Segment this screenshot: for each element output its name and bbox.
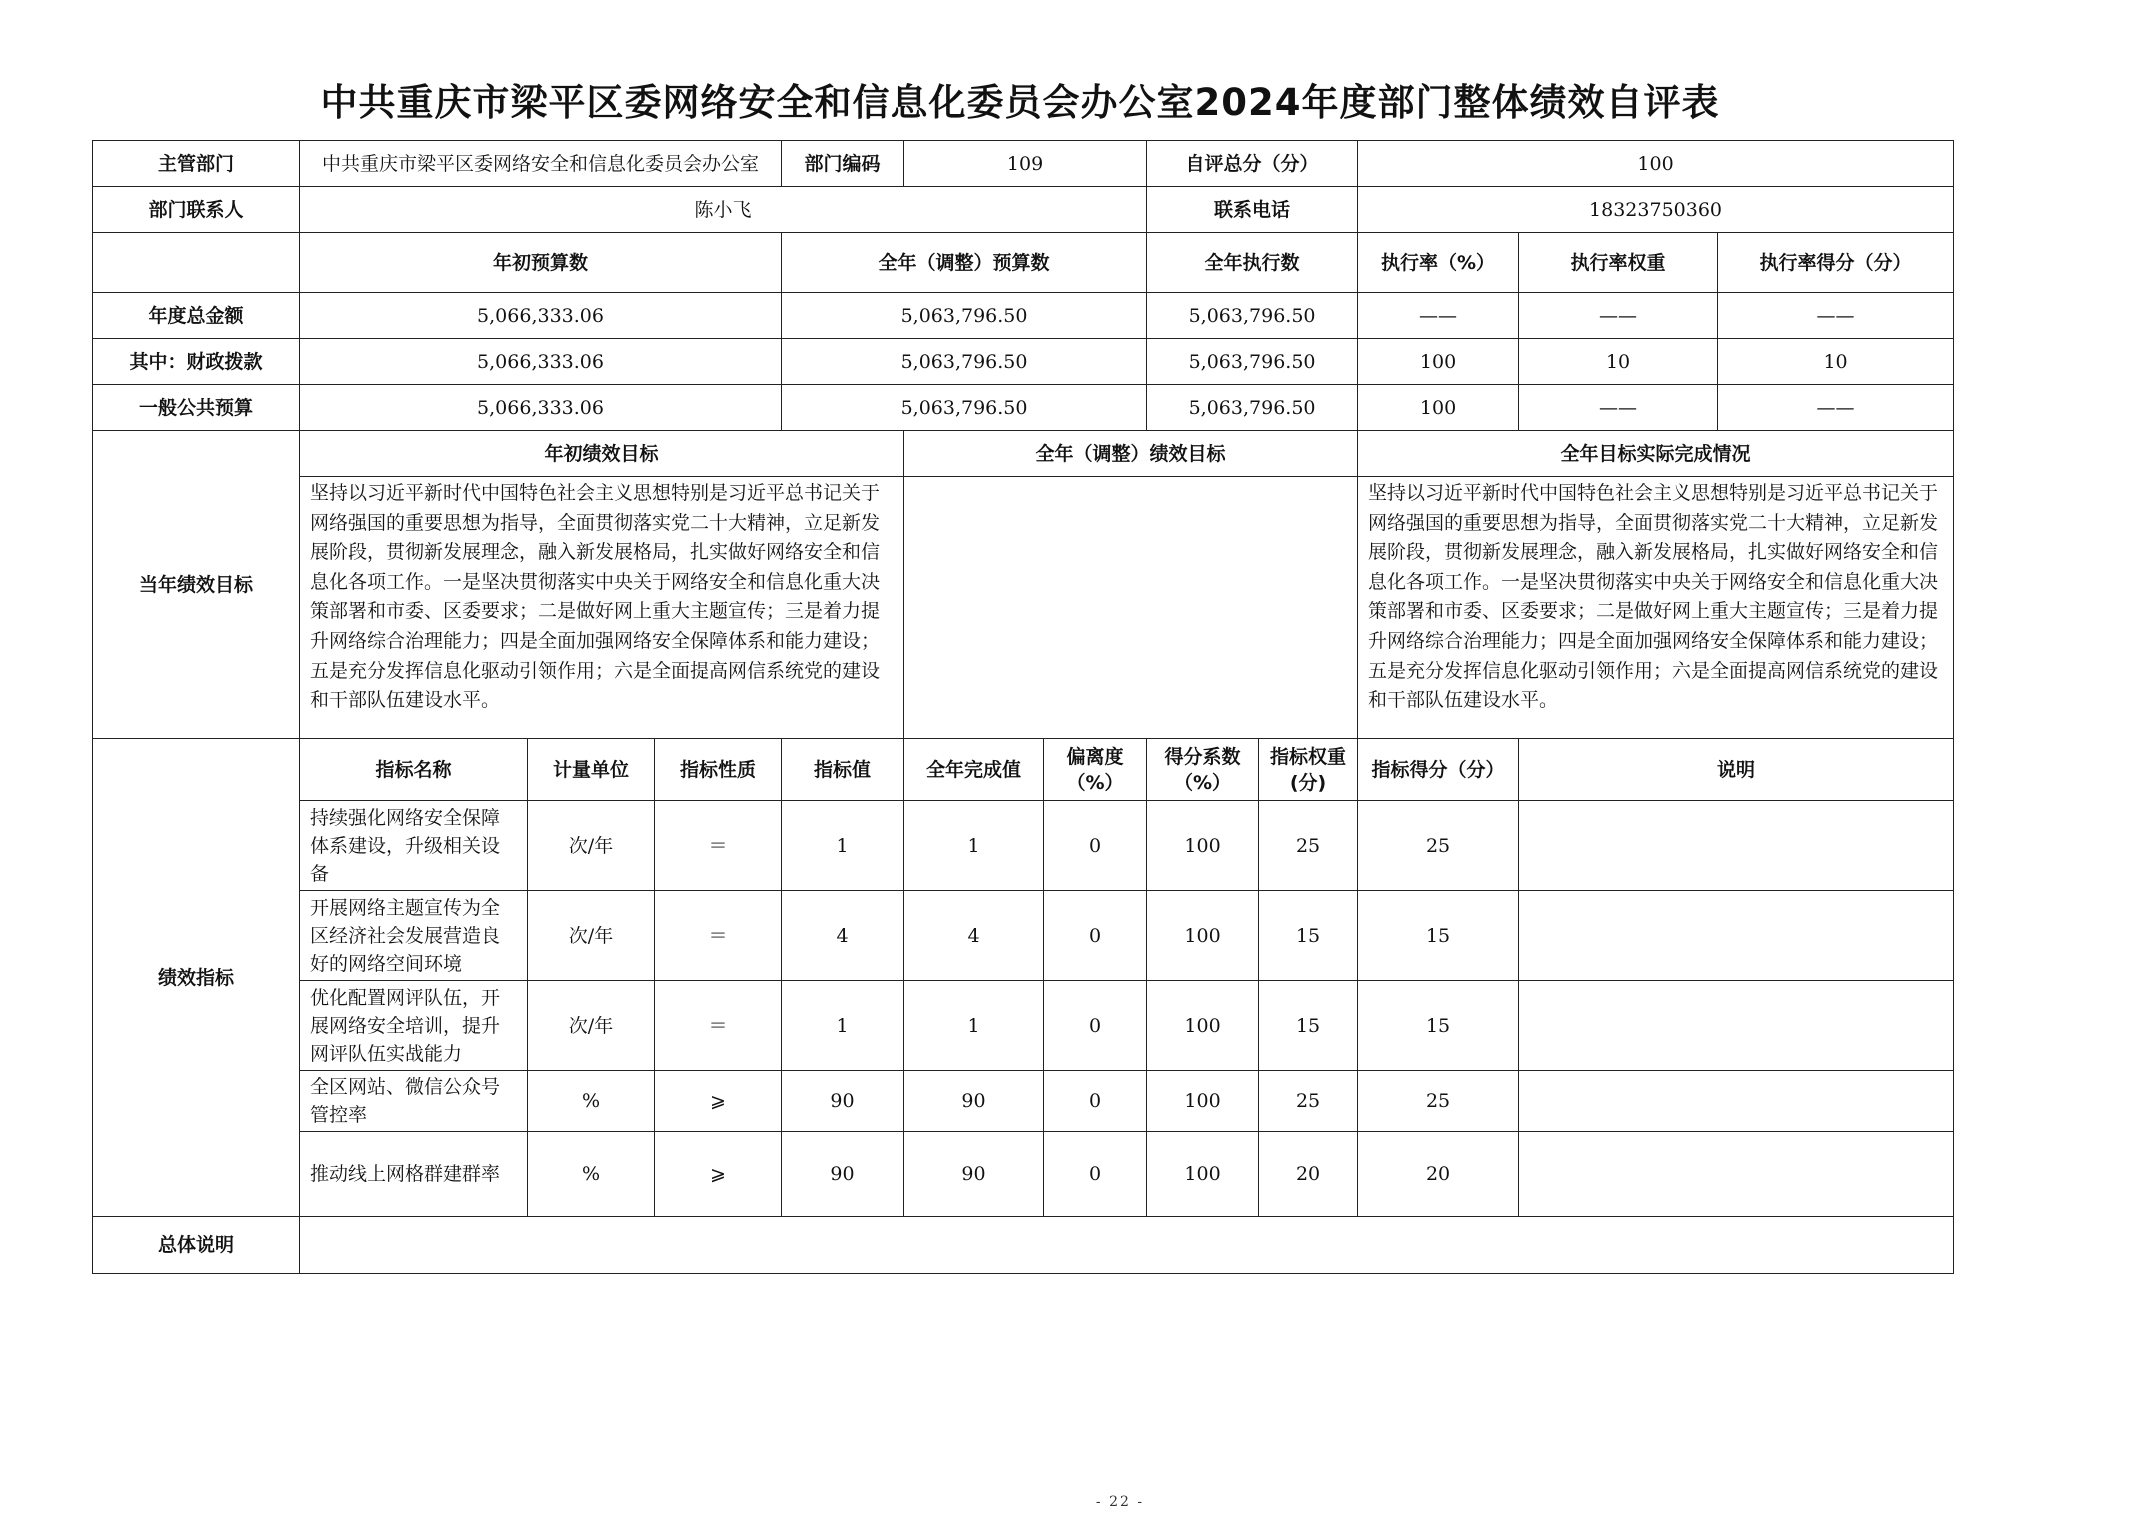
indicator-unit: 次/年	[528, 891, 655, 981]
budget-row	[93, 293, 1954, 339]
budget-cell: 5,063,796.50	[1147, 385, 1358, 431]
goals-initial-text: 坚持以习近平新时代中国特色社会主义思想特别是习近平总书记关于网络强国的重要思想为指导，全面贯彻落实党二十大精神，立足新发展阶段，贯彻新发展理念，融入新发展格局，扎实做好网络安全和信息化各项工作。一是坚决贯彻落实中央关于网络安全和信息化重大决策部署和市委、区委要求；二是做好网上重大主题宣传；三是着力提升网络综合治理能力；四是全面加强网络安全保障体系和能力建设；五是充分发挥信息化驱动引领作用；六是全面提高网信系统党的建设和干部队伍建设水平。	[300, 477, 904, 739]
indicator-note	[1519, 981, 1954, 1071]
budget-cell: 5,066,333.06	[300, 293, 782, 339]
indicator-deviation: 0	[1044, 891, 1147, 981]
budget-cell: ——	[1519, 293, 1718, 339]
indicator-target: 1	[782, 981, 904, 1071]
indicator-coef: 100	[1147, 1071, 1259, 1132]
budget-cell: 5,066,333.06	[300, 385, 782, 431]
col-nature: 指标性质	[655, 739, 782, 801]
goals-label: 当年绩效目标	[93, 431, 300, 739]
indicator-actual: 90	[904, 1071, 1044, 1132]
budget-cell: 5,063,796.50	[782, 385, 1147, 431]
goals-col-actual: 全年目标实际完成情况	[1358, 431, 1954, 477]
indicator-actual: 1	[904, 981, 1044, 1071]
indicator-row	[93, 1132, 1954, 1217]
indicator-coef: 100	[1147, 891, 1259, 981]
indicator-row	[93, 891, 1954, 981]
col-coef: 得分系数（%）	[1147, 739, 1259, 801]
budget-cell: 100	[1358, 385, 1519, 431]
page-number: - 22 -	[1095, 1494, 1145, 1510]
goals-col-initial: 年初绩效目标	[300, 431, 904, 477]
page-title: 中共重庆市梁平区委网络安全和信息化委员会办公室2024年度部门整体绩效自评表	[320, 81, 1720, 124]
indicator-score: 20	[1358, 1132, 1519, 1217]
indicator-coef: 100	[1147, 801, 1259, 891]
indicator-unit: 次/年	[528, 801, 655, 891]
budget-cell: 10	[1519, 339, 1718, 385]
indicator-deviation: 0	[1044, 801, 1147, 891]
indicator-actual: 4	[904, 891, 1044, 981]
summary-label: 总体说明	[93, 1217, 300, 1274]
header-row-dept	[93, 141, 1954, 187]
indicator-note	[1519, 1071, 1954, 1132]
indicator-weight: 15	[1259, 981, 1358, 1071]
col-name: 指标名称	[300, 739, 528, 801]
budget-cell: ——	[1519, 385, 1718, 431]
col-note: 说明	[1519, 739, 1954, 801]
indicator-coef: 100	[1147, 1132, 1259, 1217]
budget-cell: 5,063,796.50	[1147, 339, 1358, 385]
budget-col-initial: 年初预算数	[300, 233, 782, 293]
indicator-row	[93, 801, 1954, 891]
phone-label: 联系电话	[1147, 187, 1358, 233]
budget-col-rate: 执行率（%）	[1358, 233, 1519, 293]
indicator-name: 推动线上网格群建群率	[300, 1132, 528, 1217]
indicator-target: 90	[782, 1071, 904, 1132]
indicator-deviation: 0	[1044, 1132, 1147, 1217]
indicator-score: 25	[1358, 1071, 1519, 1132]
indicator-target: 4	[782, 891, 904, 981]
indicator-nature: ＝	[655, 801, 782, 891]
indicator-weight: 15	[1259, 891, 1358, 981]
score-value: 100	[1358, 141, 1954, 187]
goals-text-row	[93, 477, 1954, 739]
budget-cell: ——	[1358, 293, 1519, 339]
budget-cell: 5,063,796.50	[782, 339, 1147, 385]
indicator-coef: 100	[1147, 981, 1259, 1071]
budget-col-weight: 执行率权重	[1519, 233, 1718, 293]
indicator-nature: ＝	[655, 891, 782, 981]
indicator-name: 持续强化网络安全保障体系建设，升级相关设备	[300, 801, 528, 891]
indicator-unit: %	[528, 1132, 655, 1217]
score-label: 自评总分（分）	[1147, 141, 1358, 187]
budget-cell: 5,063,796.50	[1147, 293, 1358, 339]
indicator-nature: ⩾	[655, 1132, 782, 1217]
indicator-actual: 1	[904, 801, 1044, 891]
budget-cell: ——	[1718, 293, 1954, 339]
contact-value: 陈小飞	[300, 187, 1147, 233]
indicator-weight: 20	[1259, 1132, 1358, 1217]
indicator-nature: ＝	[655, 981, 782, 1071]
summary-text	[300, 1217, 1954, 1274]
indicator-score: 15	[1358, 981, 1519, 1071]
indicator-note	[1519, 801, 1954, 891]
col-unit: 计量单位	[528, 739, 655, 801]
indicator-score: 25	[1358, 801, 1519, 891]
indicator-score: 15	[1358, 891, 1519, 981]
budget-col-executed: 全年执行数	[1147, 233, 1358, 293]
col-weight: 指标权重(分)	[1259, 739, 1358, 801]
phone-value: 18323750360	[1358, 187, 1954, 233]
budget-row	[93, 339, 1954, 385]
code-label: 部门编码	[782, 141, 904, 187]
indicators-header-row	[93, 739, 1954, 801]
col-target: 指标值	[782, 739, 904, 801]
indicator-note	[1519, 1132, 1954, 1217]
code-value: 109	[904, 141, 1147, 187]
indicator-note	[1519, 891, 1954, 981]
indicator-target: 1	[782, 801, 904, 891]
budget-cell: 10	[1718, 339, 1954, 385]
contact-label: 部门联系人	[93, 187, 300, 233]
budget-col-rate-score: 执行率得分（分）	[1718, 233, 1954, 293]
indicator-deviation: 0	[1044, 981, 1147, 1071]
budget-cell: 100	[1358, 339, 1519, 385]
indicator-row	[93, 981, 1954, 1071]
budget-row	[93, 385, 1954, 431]
goals-col-adjusted: 全年（调整）绩效目标	[904, 431, 1358, 477]
header-row-contact	[93, 187, 1954, 233]
budget-row-label: 年度总金额	[93, 293, 300, 339]
budget-row-label: 其中：财政拨款	[93, 339, 300, 385]
indicator-name: 开展网络主题宣传为全区经济社会发展营造良好的网络空间环境	[300, 891, 528, 981]
indicator-nature: ⩾	[655, 1071, 782, 1132]
indicator-deviation: 0	[1044, 1071, 1147, 1132]
budget-corner	[93, 233, 300, 293]
col-actual: 全年完成值	[904, 739, 1044, 801]
indicator-name: 优化配置网评队伍，开展网络安全培训，提升网评队伍实战能力	[300, 981, 528, 1071]
col-deviation: 偏离度（%）	[1044, 739, 1147, 801]
summary-row	[93, 1217, 1954, 1274]
budget-header-row	[93, 233, 1954, 293]
col-score: 指标得分（分）	[1358, 739, 1519, 801]
budget-cell: 5,063,796.50	[782, 293, 1147, 339]
indicator-weight: 25	[1259, 1071, 1358, 1132]
budget-cell: ——	[1718, 385, 1954, 431]
indicators-label: 绩效指标	[93, 739, 300, 1217]
indicator-row	[93, 1071, 1954, 1132]
indicator-target: 90	[782, 1132, 904, 1217]
goals-header-row	[93, 431, 1954, 477]
dept-label: 主管部门	[93, 141, 300, 187]
indicator-unit: %	[528, 1071, 655, 1132]
performance-table	[92, 140, 1954, 1274]
dept-value: 中共重庆市梁平区委网络安全和信息化委员会办公室	[300, 141, 782, 187]
budget-col-adjusted: 全年（调整）预算数	[782, 233, 1147, 293]
goals-adjusted-text	[904, 477, 1358, 739]
budget-cell: 5,066,333.06	[300, 339, 782, 385]
indicator-weight: 25	[1259, 801, 1358, 891]
indicator-name: 全区网站、微信公众号管控率	[300, 1071, 528, 1132]
budget-row-label: 一般公共预算	[93, 385, 300, 431]
indicator-actual: 90	[904, 1132, 1044, 1217]
indicator-unit: 次/年	[528, 981, 655, 1071]
goals-actual-text: 坚持以习近平新时代中国特色社会主义思想特别是习近平总书记关于网络强国的重要思想为指导，全面贯彻落实党二十大精神，立足新发展阶段，贯彻新发展理念，融入新发展格局，扎实做好网络安全和信息化各项工作。一是坚决贯彻落实中央关于网络安全和信息化重大决策部署和市委、区委要求；二是做好网上重大主题宣传；三是着力提升网络综合治理能力；四是全面加强网络安全保障体系和能力建设；五是充分发挥信息化驱动引领作用；六是全面提高网信系统党的建设和干部队伍建设水平。	[1358, 477, 1954, 739]
